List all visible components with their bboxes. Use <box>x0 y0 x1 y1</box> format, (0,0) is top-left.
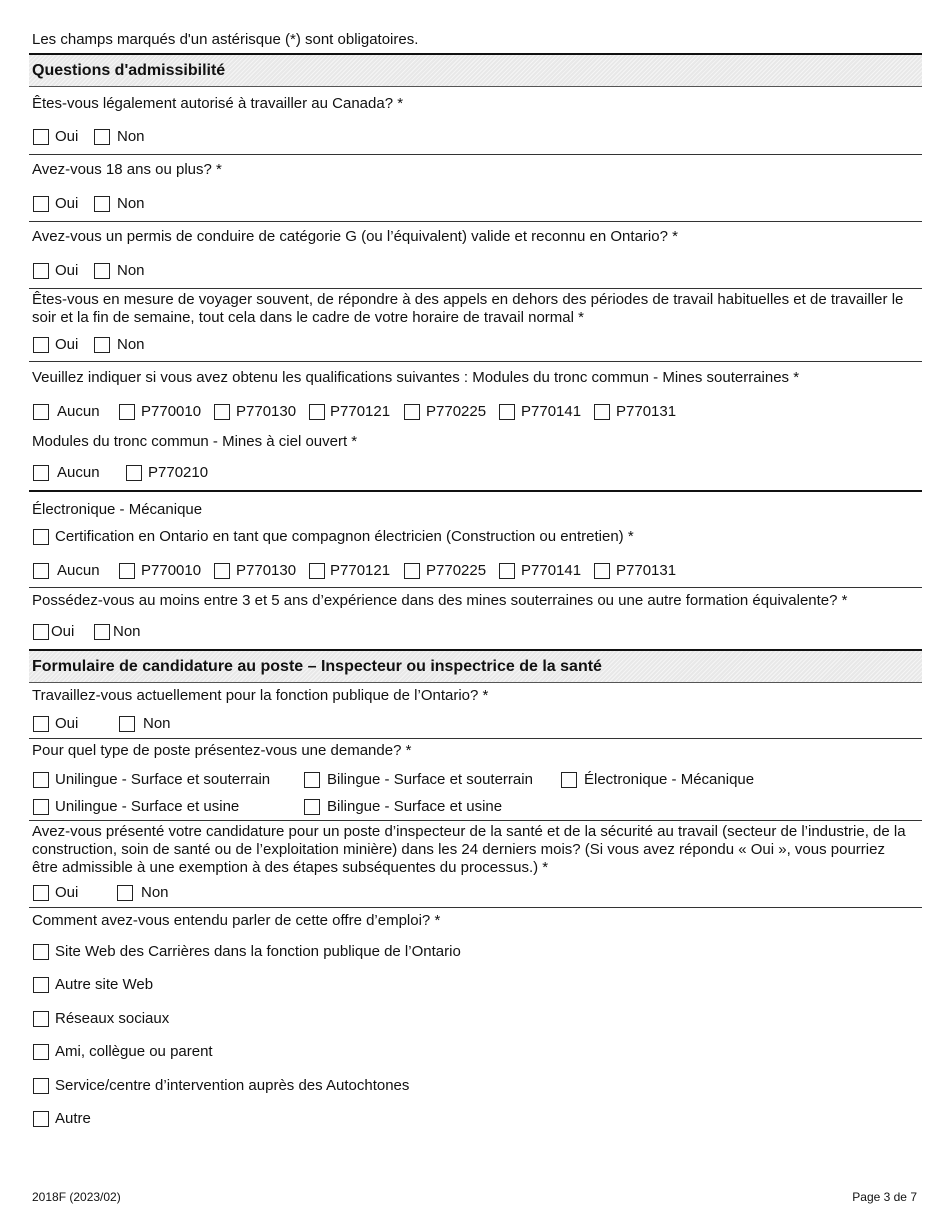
divider <box>29 490 922 492</box>
option-label: Oui <box>55 715 79 732</box>
checkbox-position-bilingual-underground[interactable] <box>304 772 320 788</box>
question-experience: Possédez-vous au moins entre 3 et 5 ans d’expérience dans des mines souterraines ou une autre formation équivalente? * <box>32 592 848 609</box>
checkbox-underground-p770010[interactable] <box>119 404 135 420</box>
checkbox-underground-none[interactable] <box>33 404 49 420</box>
option-label: Oui <box>51 623 75 640</box>
checkbox-em-none[interactable] <box>33 563 49 579</box>
option-label: Non <box>141 884 169 901</box>
checkbox-source-other-website[interactable] <box>33 977 49 993</box>
checkbox-underground-p770141[interactable] <box>499 404 515 420</box>
option-label: Autre <box>55 1110 91 1127</box>
option-label: Autre site Web <box>55 976 154 993</box>
checkbox-source-other[interactable] <box>33 1111 49 1127</box>
divider <box>29 587 922 588</box>
checkbox-em-p770121[interactable] <box>309 563 325 579</box>
page-number: Page 3 de 7 <box>852 1190 917 1204</box>
checkbox-experience-yes[interactable] <box>33 624 49 640</box>
checkbox-underground-p770225[interactable] <box>404 404 420 420</box>
question-position-type: Pour quel type de poste présentez-vous une demande? * <box>32 742 412 759</box>
question-driver-license: Avez-vous un permis de conduire de catégorie G (ou l’équivalent) valide et reconnu en Ontario? * <box>32 228 678 245</box>
question-work-authorization: Êtes-vous légalement autorisé à travailler au Canada? * <box>32 95 404 112</box>
section-title: Formulaire de candidature au poste – Inspecteur ou inspectrice de la santé <box>32 658 602 675</box>
checkbox-experience-no[interactable] <box>94 624 110 640</box>
option-label: P770141 <box>521 562 582 579</box>
option-label: P770010 <box>141 403 202 420</box>
question-previous-application: Avez-vous présenté votre candidature pour un poste d’inspecteur de la santé et de la sécurité au travail (secteur de l’industrie, de la construction, soin de santé ou de l’exploitation minière) dans les 24 derniers mois? (Si vous avez répondu « Oui », vous pourriez être admissible à une exemption à des étapes subséquentes du processus.) * <box>32 823 906 876</box>
subheading-electronic-mechanical: Électronique - Mécanique <box>32 501 203 518</box>
question-age: Avez-vous 18 ans ou plus? * <box>32 161 222 178</box>
option-label: P770131 <box>616 403 677 420</box>
option-label: P770121 <box>330 562 391 579</box>
option-label: P770121 <box>330 403 391 420</box>
checkbox-open-pit-p770210[interactable] <box>126 465 142 481</box>
option-label: Site Web des Carrières dans la fonction publique de l’Ontario <box>55 943 461 960</box>
option-label: Aucun <box>57 464 100 481</box>
checkbox-open-pit-none[interactable] <box>33 465 49 481</box>
option-label: Bilingue - Surface et usine <box>327 798 503 815</box>
option-label: Non <box>113 623 141 640</box>
option-label: Unilingue - Surface et usine <box>55 798 240 815</box>
option-label: Oui <box>55 336 79 353</box>
checkbox-previous-yes[interactable] <box>33 885 49 901</box>
section-header-application <box>29 649 922 683</box>
checkbox-work-auth-no[interactable] <box>94 129 110 145</box>
divider <box>29 288 922 289</box>
checkbox-previous-no[interactable] <box>117 885 133 901</box>
option-label: P770210 <box>148 464 209 481</box>
checkbox-electrician-certification[interactable] <box>33 529 49 545</box>
question-ops-employee: Travaillez-vous actuellement pour la fonction publique de l’Ontario? * <box>32 687 489 704</box>
checkbox-position-unilingual-underground[interactable] <box>33 772 49 788</box>
option-label: Oui <box>55 262 79 279</box>
divider <box>29 820 922 821</box>
checkbox-ops-no[interactable] <box>119 716 135 732</box>
form-number: 2018F (2023/02) <box>32 1190 121 1204</box>
checkbox-em-p770010[interactable] <box>119 563 135 579</box>
checkbox-travel-yes[interactable] <box>33 337 49 353</box>
option-label: Oui <box>55 128 79 145</box>
divider <box>29 221 922 222</box>
checkbox-ops-yes[interactable] <box>33 716 49 732</box>
option-label: Aucun <box>57 403 100 420</box>
checkbox-position-bilingual-mill[interactable] <box>304 799 320 815</box>
option-label: Électronique - Mécanique <box>584 771 755 788</box>
option-label: Non <box>117 128 145 145</box>
option-label: Oui <box>55 195 79 212</box>
option-label: Aucun <box>57 562 100 579</box>
checkbox-em-p770141[interactable] <box>499 563 515 579</box>
option-label: Non <box>117 195 145 212</box>
option-label: P770131 <box>616 562 677 579</box>
checkbox-em-p770130[interactable] <box>214 563 230 579</box>
checkbox-source-friend[interactable] <box>33 1044 49 1060</box>
option-label: Non <box>143 715 171 732</box>
checkbox-position-unilingual-mill[interactable] <box>33 799 49 815</box>
question-qualifications-underground: Veuillez indiquer si vous avez obtenu les qualifications suivantes : Modules du tronc commun - Mines souterraines * <box>32 369 800 386</box>
option-label: Oui <box>55 884 79 901</box>
checkbox-license-yes[interactable] <box>33 263 49 279</box>
divider <box>29 154 922 155</box>
option-label: Réseaux sociaux <box>55 1010 170 1027</box>
checkbox-underground-p770131[interactable] <box>594 404 610 420</box>
section-header-eligibility <box>29 53 922 87</box>
checkbox-source-ops-careers[interactable] <box>33 944 49 960</box>
checkbox-work-auth-yes[interactable] <box>33 129 49 145</box>
divider <box>29 361 922 362</box>
option-label: Unilingue - Surface et souterrain <box>55 771 271 788</box>
option-label: P770225 <box>426 403 487 420</box>
divider <box>29 907 922 908</box>
checkbox-underground-p770130[interactable] <box>214 404 230 420</box>
option-label: Non <box>117 262 145 279</box>
checkbox-position-electronic-mechanical[interactable] <box>561 772 577 788</box>
option-label: Non <box>117 336 145 353</box>
checkbox-source-social-media[interactable] <box>33 1011 49 1027</box>
section-title: Questions d'admissibilité <box>32 62 226 79</box>
checkbox-em-p770225[interactable] <box>404 563 420 579</box>
question-qualifications-open-pit: Modules du tronc commun - Mines à ciel ouvert * <box>32 433 358 450</box>
option-label: P770225 <box>426 562 487 579</box>
option-label: P770141 <box>521 403 582 420</box>
option-label: Bilingue - Surface et souterrain <box>327 771 533 788</box>
question-travel-availability: Êtes-vous en mesure de voyager souvent, de répondre à des appels en dehors des périodes de travail habituelles et de travailler le soir et la fin de semaine, tout cela dans le cadre de votre horaire de travail normal * <box>32 291 904 326</box>
checkbox-em-p770131[interactable] <box>594 563 610 579</box>
checkbox-age-yes[interactable] <box>33 196 49 212</box>
checkbox-license-no[interactable] <box>94 263 110 279</box>
option-label: Ami, collègue ou parent <box>55 1043 213 1060</box>
checkbox-underground-p770121[interactable] <box>309 404 325 420</box>
option-label: P770130 <box>236 403 297 420</box>
checkbox-travel-no[interactable] <box>94 337 110 353</box>
option-label: P770130 <box>236 562 297 579</box>
option-label: Service/centre d’intervention auprès des Autochtones <box>55 1077 410 1094</box>
option-label: Certification en Ontario en tant que compagnon électricien (Construction ou entretien) * <box>55 528 634 545</box>
required-fields-note: Les champs marqués d'un astérisque (*) sont obligatoires. <box>32 31 419 48</box>
checkbox-source-indigenous-centre[interactable] <box>33 1078 49 1094</box>
option-label: P770010 <box>141 562 202 579</box>
question-referral-source: Comment avez-vous entendu parler de cette offre d’emploi? * <box>32 912 441 929</box>
checkbox-age-no[interactable] <box>94 196 110 212</box>
divider <box>29 738 922 739</box>
